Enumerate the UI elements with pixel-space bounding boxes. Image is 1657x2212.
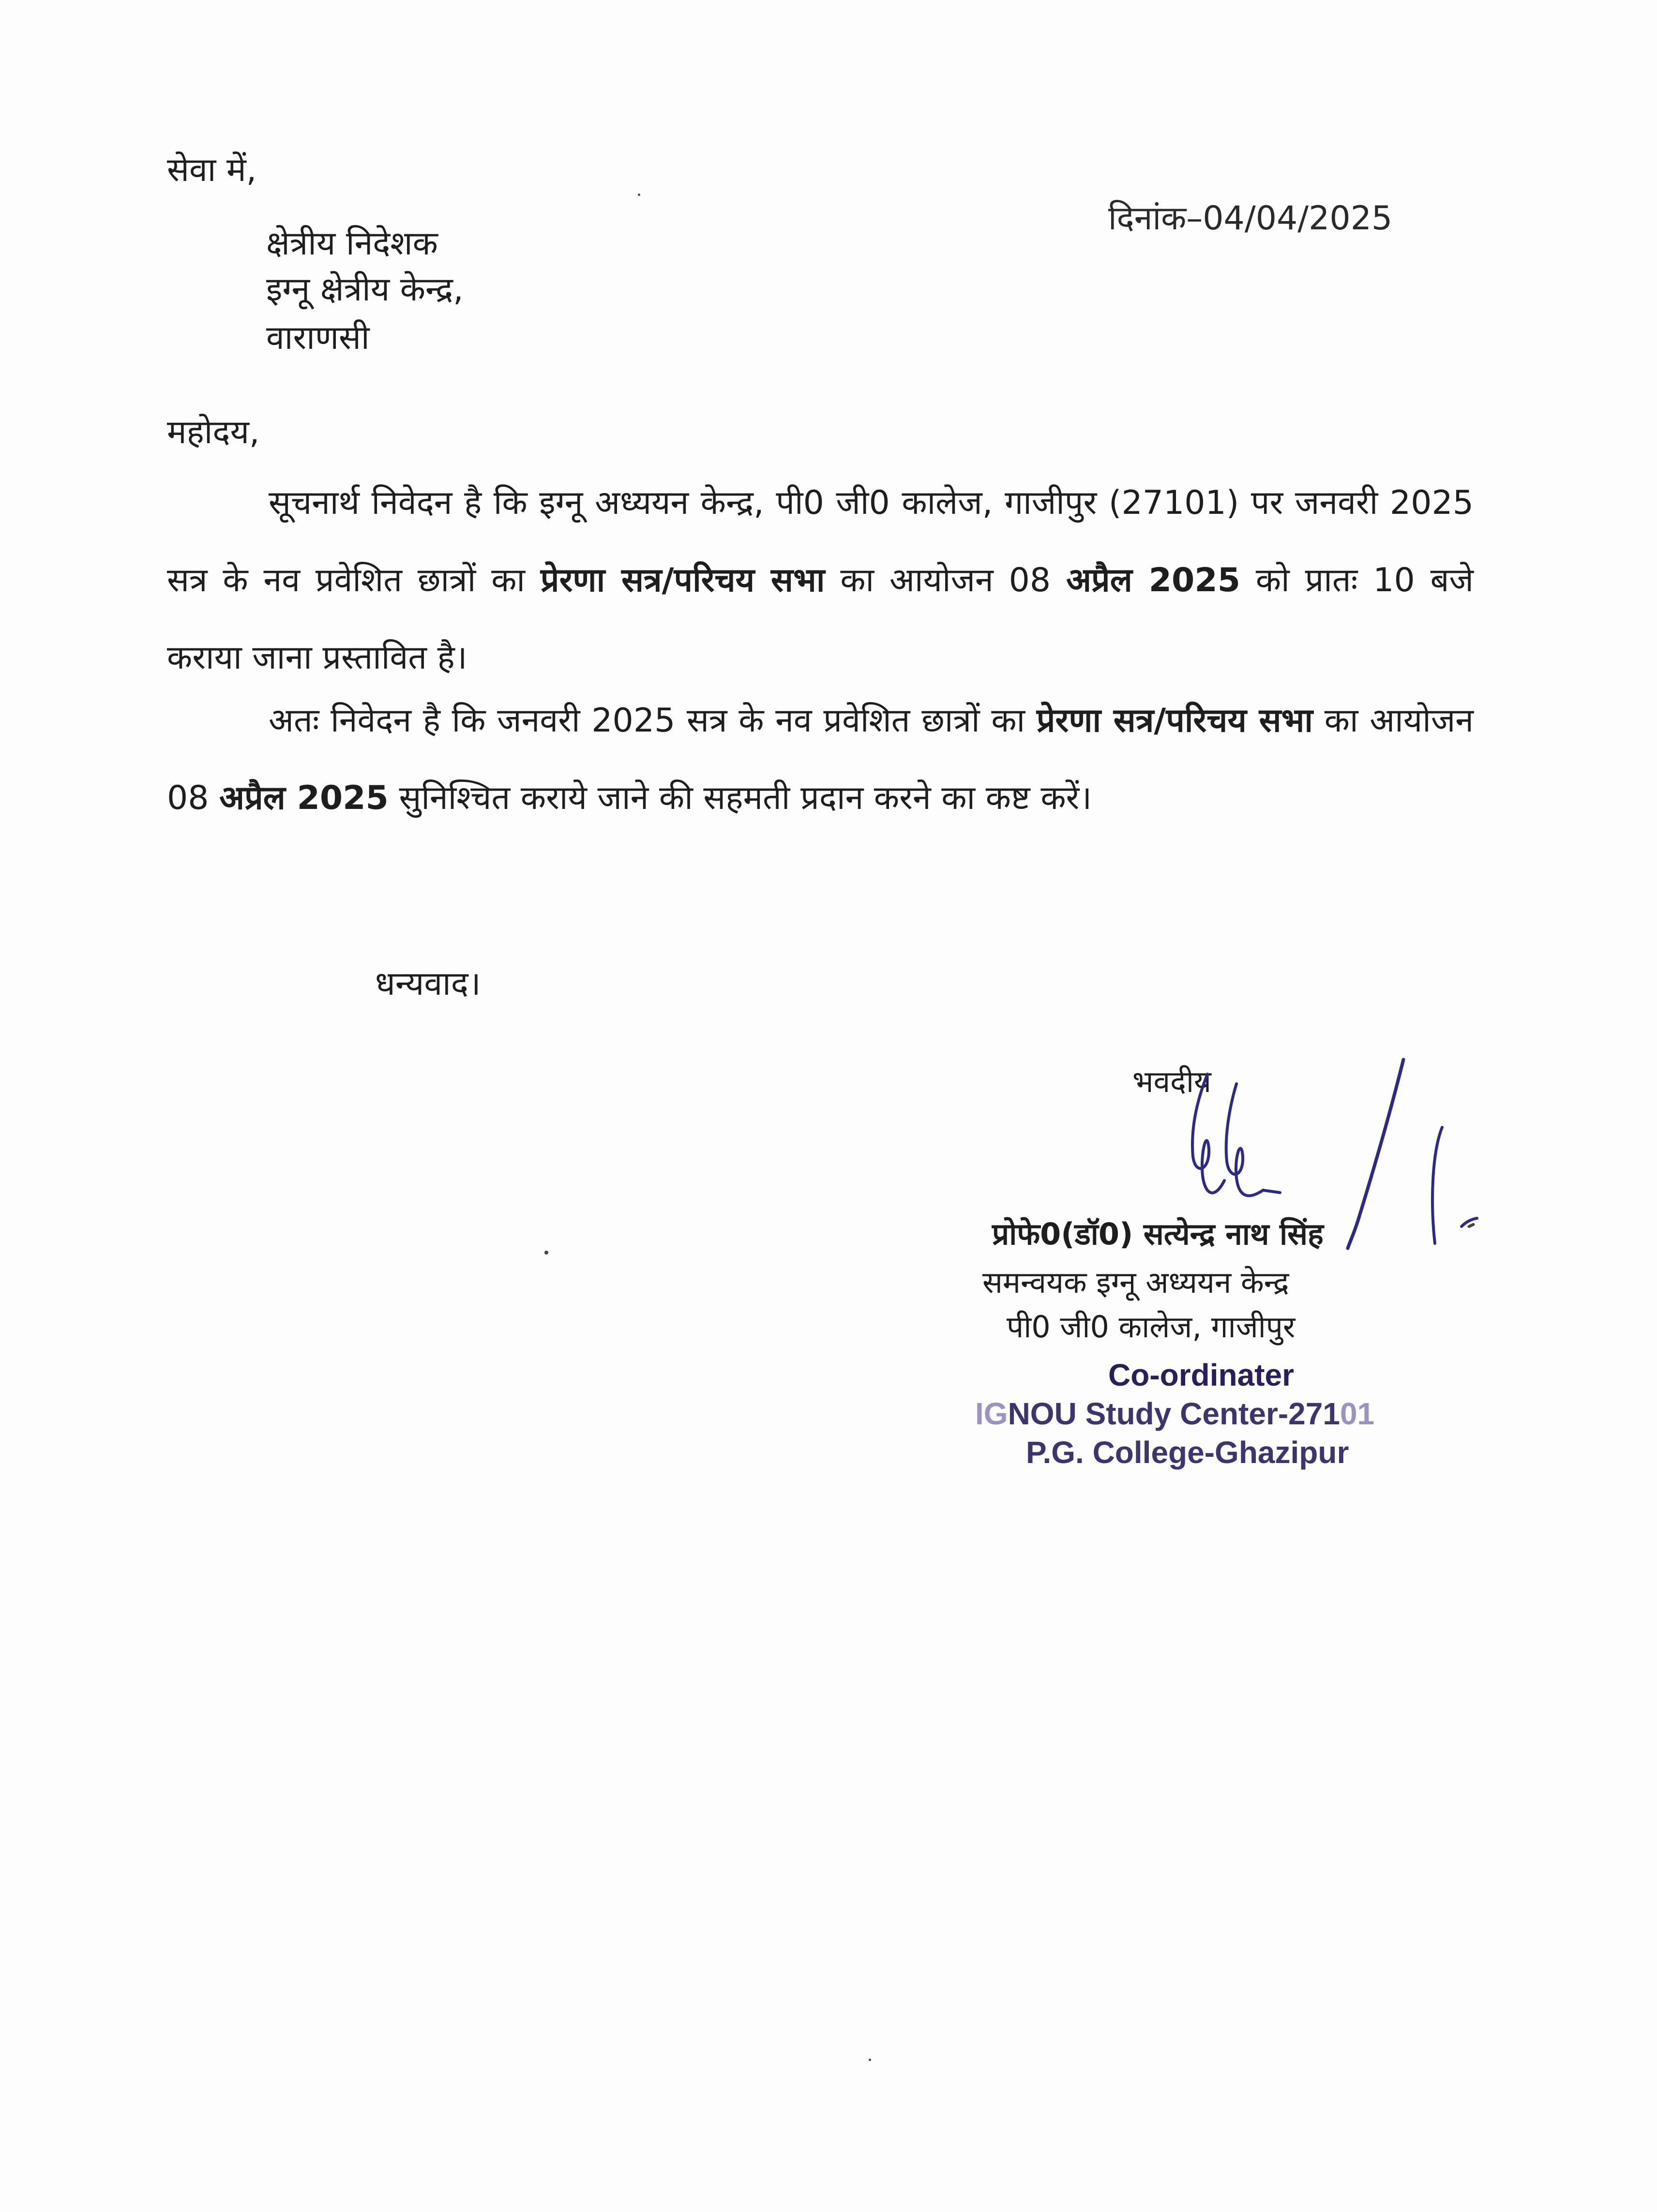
para2-text-1: अतः निवेदन है कि जनवरी 2025 सत्र के नव प्रवेशित छात्रों का <box>269 702 1037 740</box>
addressee-line-2: इग्नू क्षेत्रीय केन्द्र, <box>266 270 464 309</box>
closing: भवदीय <box>1132 1064 1211 1099</box>
para2-text-3: सुनिश्चित कराये जाने की सहमती प्रदान करने का कष्ट करें। <box>388 779 1092 817</box>
para1-text-2: का आयोजन 08 <box>825 561 1067 599</box>
scan-speck <box>638 194 640 196</box>
sender-designation: समन्वयक इग्नू अध्ययन केन्द्र <box>982 1265 1289 1300</box>
stamp-line-2-ghost-end: 01 <box>1340 1396 1375 1431</box>
thanks: धन्यवाद। <box>375 965 481 1003</box>
sender-name: प्रोफे0(डॉ0) सत्येन्द्र नाथ सिंह <box>992 1216 1324 1252</box>
para1-bold-2: अप्रैल 2025 <box>1066 561 1241 599</box>
stamp-line-2-ghost-start: IG <box>975 1396 1008 1431</box>
body-paragraph-2 <box>167 682 1474 837</box>
greeting: महोदय, <box>167 413 260 451</box>
stamp-line-2 <box>975 1396 1374 1432</box>
addressee-line-1: क्षेत्रीय निदेशक <box>266 224 438 263</box>
para1-text-3: को प्रातः 10 बजे कराया जाना प्रस्तावित है। <box>167 561 1474 677</box>
stamp-line-3: P.G. College-Ghazipur <box>1026 1435 1349 1470</box>
para1-bold-1: प्रेरणा सत्र/परिचय सभा <box>540 561 825 599</box>
sender-institution: पी0 जी0 कालेज, गाजीपुर <box>1007 1309 1295 1345</box>
addressee-line-3: वाराणसी <box>266 319 370 357</box>
stamp-line-1: Co-ordinater <box>1108 1358 1294 1392</box>
salutation-to: सेवा में, <box>167 151 257 189</box>
scan-speck <box>869 2059 871 2061</box>
para1-text-1: सूचनार्थ निवेदन है कि इग्नू अध्ययन केन्द्र, पी0 जी0 कालेज, गाजीपुर (27101) पर जनवरी 2025 सत्र के नव प्रवेशित छात्रों का <box>167 484 1474 599</box>
para2-bold-1: प्रेरणा सत्र/परिचय सभा <box>1036 702 1313 740</box>
para2-bold-2: अप्रैल 2025 <box>219 779 389 817</box>
scan-speck <box>544 1251 548 1255</box>
para2-text-2: का आयोजन 08 <box>167 702 1474 817</box>
body-paragraph-1 <box>167 464 1474 697</box>
letter-date: दिनांक–04/04/2025 <box>1108 199 1393 238</box>
stamp-line-2-text: NOU Study Center-271 <box>1008 1396 1340 1431</box>
